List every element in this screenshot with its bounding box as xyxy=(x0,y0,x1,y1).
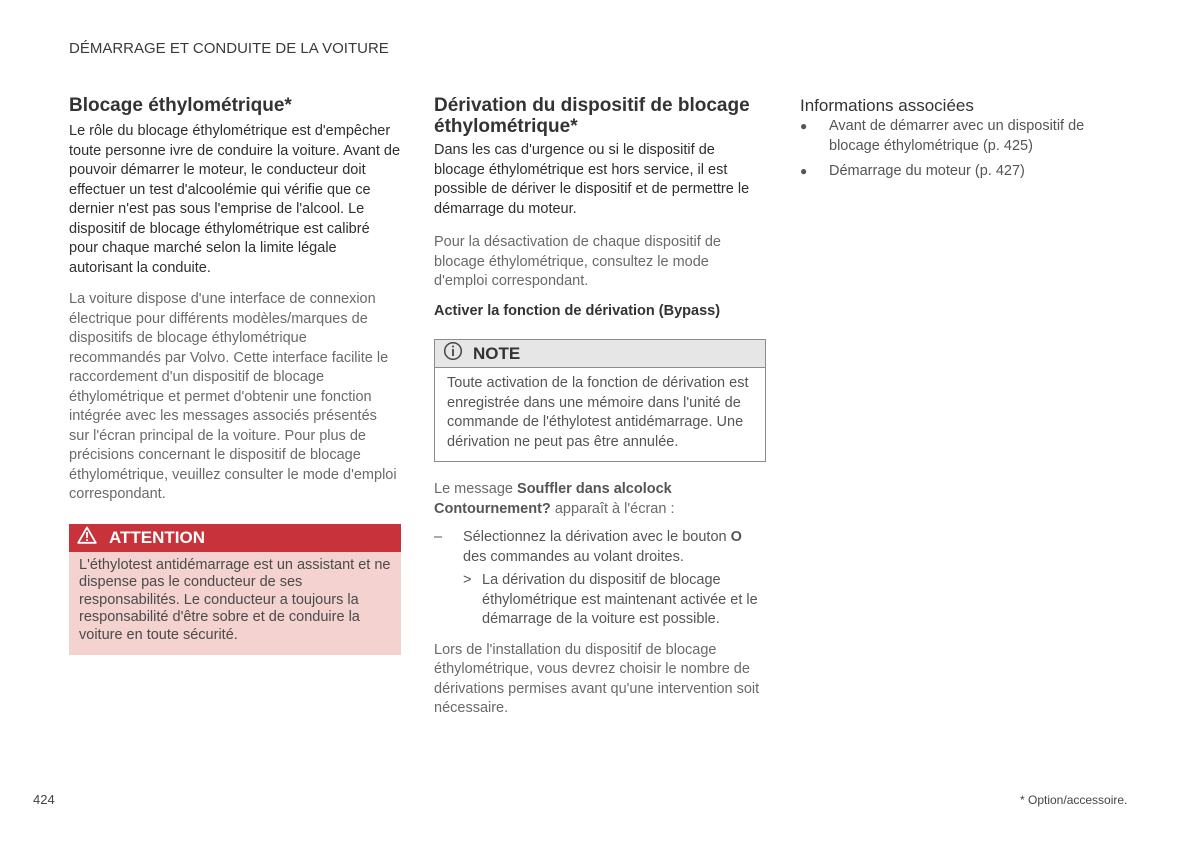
button-o-label: O xyxy=(730,529,742,545)
column-alcolock xyxy=(69,95,401,655)
step-text xyxy=(463,528,766,567)
bullet-icon: ● xyxy=(800,119,808,133)
bypass-subheading: Activer la fonction de dérivation (Bypass) xyxy=(434,302,721,319)
attention-title: ATTENTION xyxy=(109,527,206,547)
info-circle-icon xyxy=(443,341,463,366)
attention-text: L'éthylotest antidémarrage est un assistant et ne dispense pas le conducteur de ses responsabilités. Le conducteur a toujours la responsabilité d'être sobre et de conduire la voiture en toute sécurité. xyxy=(79,556,391,643)
related-link-engine-start[interactable]: Démarrage du moteur (p. 427) xyxy=(829,163,1025,179)
step-item xyxy=(434,528,766,567)
message-paragraph xyxy=(434,480,766,519)
intro-paragraph: Le rôle du blocage éthylométrique est d'empêcher toute personne ivre de conduire la voiture. Avant de pouvoir démarrer le moteur, le conducteur doit effectuer un test d'alcoolémie qui vérifie que ce dernier n'est pas sous l'emprise de l'alcool. Le dispositif de blocage éthylométrique est calibré pour chaque marché selon la limite légale autorisant la conduite. xyxy=(69,123,401,276)
step-text-b: des commandes au volant droites. xyxy=(463,548,684,565)
related-link-item[interactable] xyxy=(800,162,1136,182)
related-link-item[interactable] xyxy=(800,117,1136,156)
heading-bypass: Dérivation du dispositif de blocage éthylométrique* xyxy=(434,95,750,137)
attention-header xyxy=(69,524,401,552)
heading-alcolock: Blocage éthylométrique* xyxy=(69,95,292,116)
column-bypass xyxy=(434,95,766,730)
message-prefix: Le message xyxy=(434,481,518,497)
interface-paragraph: La voiture dispose d'une interface de connexion électrique pour différents modèles/marques de dispositifs de blocage éthylométrique recommandés par Volvo. Cette interface facilite le raccordement d'un dispositif de blocage éthylométrique et permet d'obtenir une fonction intégrée avec les messages associés présentés sur l'écran principal de la voiture. Pour plus de précisions concernant le dispositif de blocage éthylométrique, veuillez consulter le mode d'emploi correspondant. xyxy=(69,291,397,502)
installation-paragraph: Lors de l'installation du dispositif de blocage éthylométrique, vous devrez choisir le nombre de dérivations permises avant qu'une intervention soit nécessaire. xyxy=(434,641,760,716)
warning-triangle-icon xyxy=(77,526,97,549)
note-header xyxy=(435,340,765,368)
emergency-paragraph: Dans les cas d'urgence ou si le dispositif de blocage éthylométrique est hors service, il est possible de dériver le dispositif et de permettre le démarrage du moteur. xyxy=(434,142,750,217)
deactivation-paragraph: Pour la désactivation de chaque dispositif de blocage éthylométrique, consultez le mode d'emploi correspondant. xyxy=(434,234,721,289)
page-number: 424 xyxy=(33,792,55,807)
heading-related-info: Informations associées xyxy=(800,96,974,115)
result-text: La dérivation du dispositif de blocage éthylométrique est maintenant activée et le démarrage de la voiture est possible. xyxy=(482,572,758,627)
attention-box xyxy=(69,524,401,656)
bullet-icon: ● xyxy=(800,164,808,178)
note-text: Toute activation de la fonction de dérivation est enregistrée dans une mémoire dans l'unité de commande de l'éthylotest antidémarrage. Une dérivation ne peut pas être annulée. xyxy=(447,375,749,450)
result-marker: > xyxy=(463,572,472,588)
section-header: DÉMARRAGE ET CONDUITE DE LA VOITURE xyxy=(69,40,389,57)
message-suffix: apparaît à l'écran : xyxy=(550,500,675,517)
step-text-a: Sélectionnez la dérivation avec le bouton xyxy=(463,529,731,545)
result-item xyxy=(463,571,766,630)
related-link-before-start[interactable]: Avant de démarrer avec un dispositif de blocage éthylométrique (p. 425) xyxy=(829,118,1085,154)
note-title: NOTE xyxy=(473,343,521,363)
footnote: * Option/accessoire. xyxy=(1020,793,1128,807)
note-box xyxy=(434,339,766,462)
step-marker: – xyxy=(434,529,443,545)
column-related-info xyxy=(800,95,1136,188)
message-text: Souffler dans alcolock Contournement? xyxy=(434,481,672,517)
